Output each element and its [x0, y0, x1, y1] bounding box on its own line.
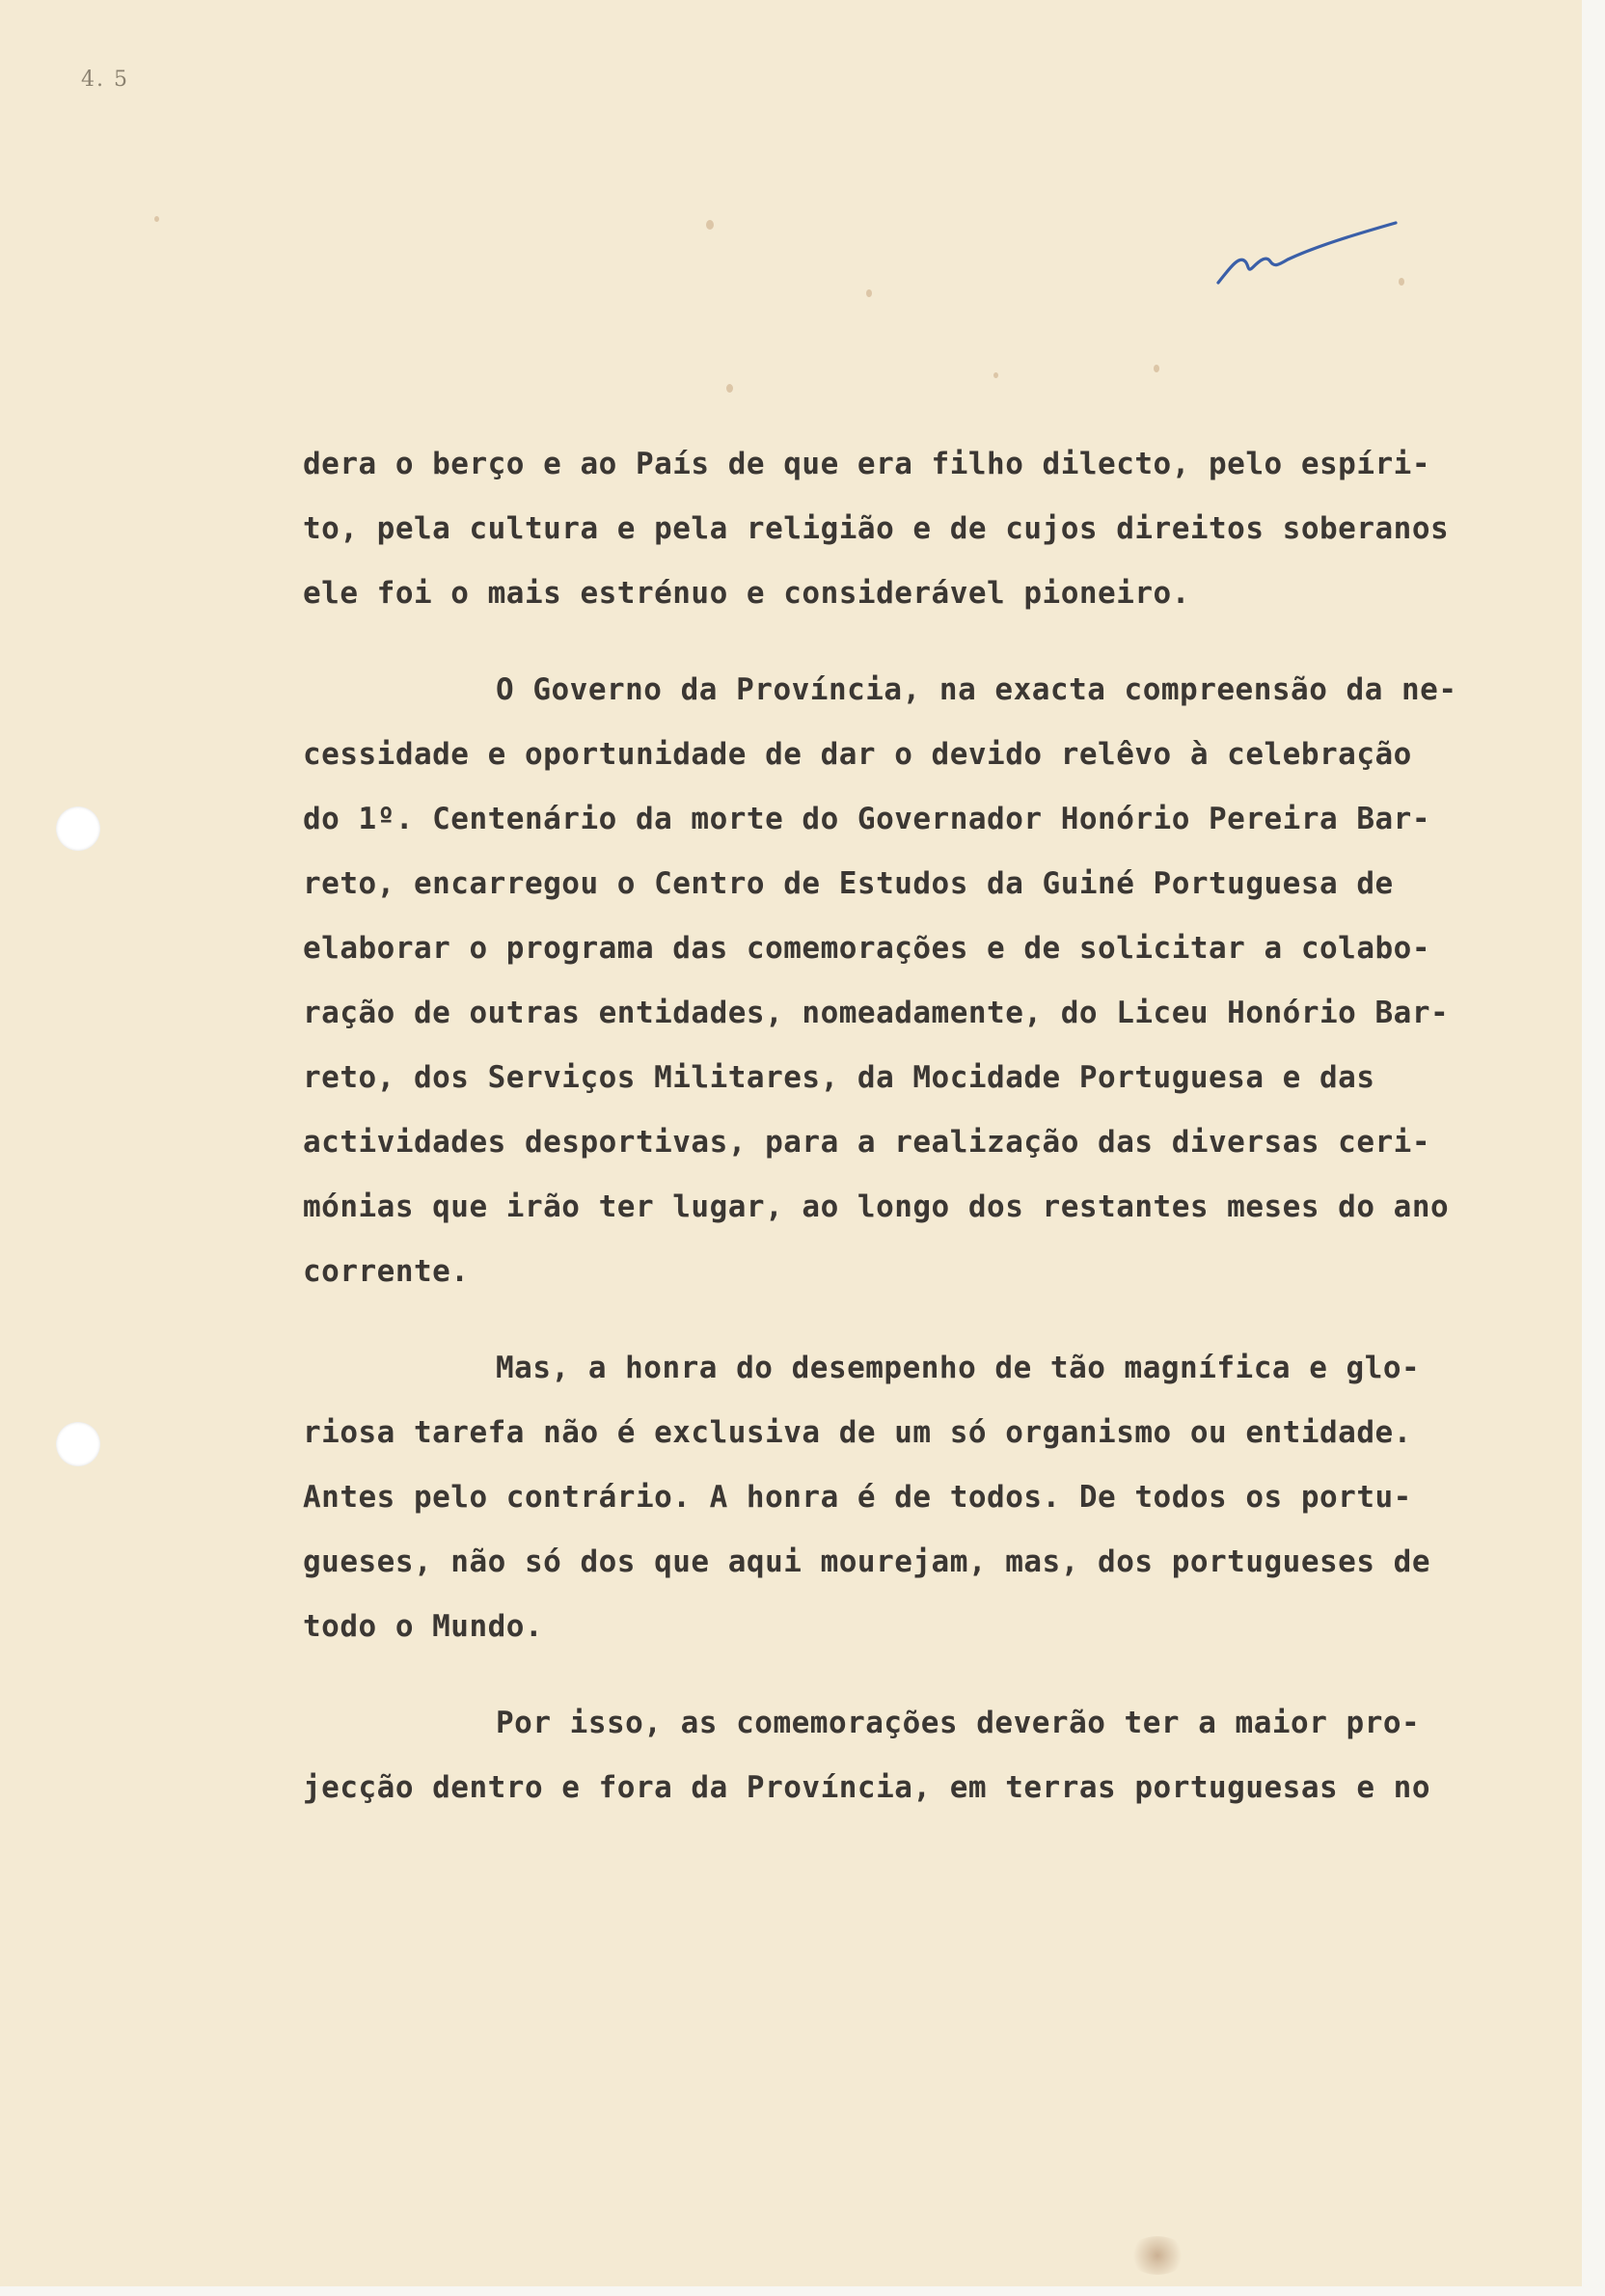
text-line: riosa tarefa não é exclusiva de um só organismo ou entidade.: [303, 1415, 1412, 1450]
paper-spot: [154, 216, 159, 222]
paper-spot: [1154, 365, 1159, 372]
text-line: ração de outras entidades, nomeadamente, do Liceu Honório Bar-: [303, 996, 1450, 1030]
paper-spot: [993, 372, 998, 378]
paragraph: [303, 658, 1489, 1304]
text-line: mónias que irão ter lugar, ao longo dos restantes meses do ano: [303, 1189, 1450, 1224]
text-line: Antes pelo contrário. A honra é de todos. De todos os portu-: [303, 1480, 1412, 1515]
typed-text-body: [303, 432, 1489, 1852]
text-line: do 1º. Centenário da morte do Governador Honório Pereira Bar-: [303, 802, 1430, 836]
text-line: jecção dentro e fora da Província, em terras portuguesas e no: [303, 1770, 1430, 1805]
paragraph: [303, 432, 1489, 626]
text-line: O Governo da Província, na exacta compreensão da ne-: [496, 672, 1457, 707]
punch-hole: [56, 806, 100, 851]
text-line: elaborar o programa das comemorações e de solicitar a colabo-: [303, 931, 1430, 966]
text-line: reto, dos Serviços Militares, da Mocidade Portuguesa e das: [303, 1060, 1375, 1095]
paragraph: [303, 1336, 1489, 1659]
scan-margin-bottom: [0, 2286, 1605, 2296]
punch-hole: [56, 1422, 100, 1466]
paper-smudge: [1129, 2236, 1186, 2275]
text-line: todo o Mundo.: [303, 1609, 544, 1644]
text-line: Por isso, as comemorações deverão ter a maior pro-: [496, 1706, 1421, 1740]
page-corner-mark: 4. 5: [81, 68, 129, 92]
text-line: corrente.: [303, 1254, 470, 1289]
paragraph: [303, 1691, 1489, 1820]
text-line: cessidade e oportunidade de dar o devido relêvo à celebração: [303, 737, 1412, 772]
scan-margin-right: [1582, 0, 1605, 2296]
handwritten-initial-mark: [1211, 217, 1403, 294]
paper-spot: [1399, 278, 1404, 286]
text-line: ele foi o mais estrénuo e considerável pioneiro.: [303, 576, 1190, 611]
text-line: to, pela cultura e pela religião e de cujos direitos soberanos: [303, 511, 1450, 546]
text-line: actividades desportivas, para a realização das diversas ceri-: [303, 1125, 1430, 1160]
text-line: gueses, não só dos que aqui mourejam, mas, dos portugueses de: [303, 1544, 1430, 1579]
text-line: dera o berço e ao País de que era filho dilecto, pelo espíri-: [303, 447, 1430, 481]
paper-spot: [726, 384, 733, 393]
text-line: reto, encarregou o Centro de Estudos da Guiné Portuguesa de: [303, 866, 1394, 901]
paper-spot: [866, 289, 872, 297]
text-line: Mas, a honra do desempenho de tão magnífica e glo-: [496, 1351, 1421, 1385]
paper-spot: [706, 220, 714, 230]
